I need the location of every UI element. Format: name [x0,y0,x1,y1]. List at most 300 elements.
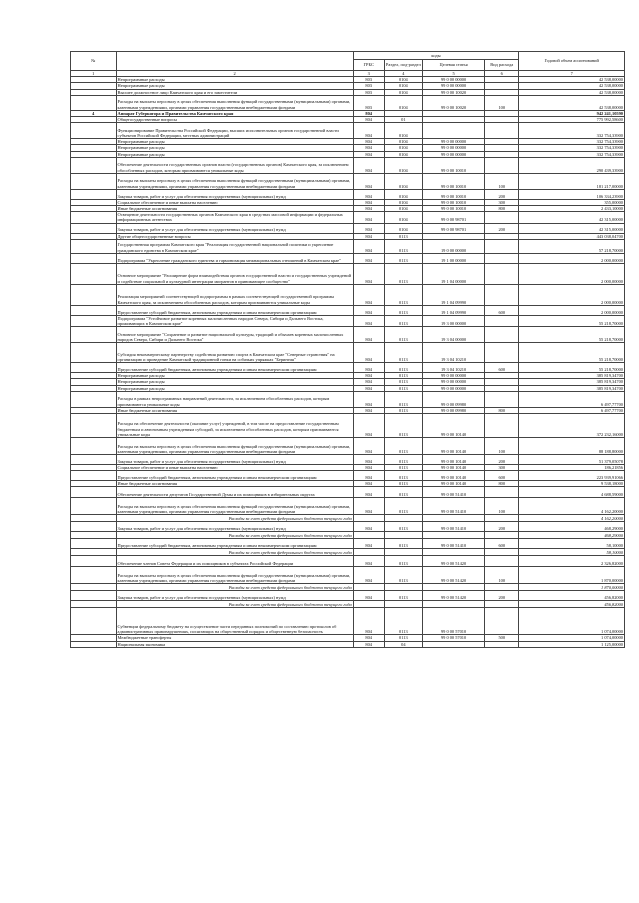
table-row [71,414,625,438]
row-target-article: 99 0 00 98701 [423,223,485,233]
table-row [71,487,625,498]
header-vr: Вид расхода [485,60,519,71]
row-target-article: 99 0 00 00000 [423,139,485,145]
row-razdel: 0104 [384,83,422,89]
row-name: Предоставление субсидий бюджетным, автономным учреждениям и иным некоммерческим организациям [116,539,353,549]
row-amount: 1 125,00000 [519,641,625,647]
row-expense-type: 600 [485,363,519,373]
row-grbs: 804 [353,284,384,305]
row-expense-type: 600 [485,471,519,481]
row-target-article: 19 3 04 00000 [423,327,485,343]
row-name: Аппарат Губернатора и Правительства Камчатского края [116,110,353,116]
row-name: Расходы на выплаты персоналу в целях обеспечения выполнения функций государственными (муниципальными) органами, казенными учреждениями, органами управления государственными внебюджетными фондами [116,498,353,515]
row-name: Закупка товаров, работ и услуг для обеспечения государственных (муниципальных) нужд [116,522,353,532]
row-razdel: 0113 [384,498,422,515]
table-row [71,591,625,601]
row-expense-type [485,584,519,591]
row-name: Освещение деятельности государственных органов Камчатского края в средствах массовой информации и федеральных информационных агентствах [116,212,353,223]
row-grbs: 804 [353,487,384,498]
row-target-article: 99 0 00 10010 [423,189,485,199]
table-row [71,608,625,635]
row-number [71,471,117,481]
row-target-article: 99 0 00 10140 [423,438,485,455]
row-razdel: 04 [384,641,422,647]
row-name: Расходы за счет средств федерального бюджета текущего года [116,532,353,539]
row-razdel: 0104 [384,145,422,151]
row-number [71,212,117,223]
row-amount: 42 538,00000 [519,83,625,89]
row-grbs: 804 [353,471,384,481]
row-razdel: 0113 [384,414,422,438]
table-row [71,539,625,549]
row-name: Непрограммные расходы [116,379,353,385]
row-amount: 186,21856 [519,465,625,471]
row-amount: 2 000,00000 [519,305,625,315]
header-num: № [71,52,117,71]
row-number [71,253,117,263]
row-expense-type [485,123,519,139]
row-amount: 106 334,23900 [519,189,625,199]
row-expense-type [485,414,519,438]
table-row [71,239,625,253]
table-row [71,305,625,315]
row-number [71,601,117,608]
row-amount: 385 819,34700 [519,379,625,385]
row-razdel: 0104 [384,95,422,110]
row-name: Функционирование Правительства Российской Федерации, высших исполнительных органов государственной власти субъектов Российской Федерации, местных администраций [116,123,353,139]
row-razdel: 0113 [384,305,422,315]
row-target-article: 99 0 00 00000 [423,151,485,157]
row-target-article: 99 0 00 51420 [423,556,485,567]
row-razdel: 0113 [384,233,422,239]
row-name: Национальная экономика [116,641,353,647]
row-grbs: 804 [353,305,384,315]
row-number [71,498,117,515]
row-razdel: 0113 [384,263,422,284]
row-name: Расходы на обеспечение деятельности (оказание услуг) учреждений, в том числе на предоставление государственным бюджетным и автономным учреждениям субсидий, за исключением обособленных расходов, которым присваиваются уникальные коды [116,414,353,438]
row-razdel: 0113 [384,239,422,253]
row-amount: 332 754,33900 [519,151,625,157]
table-row [71,253,625,263]
row-grbs: 804 [353,522,384,532]
row-expense-type: 200 [485,223,519,233]
row-razdel [384,549,422,556]
row-expense-type [485,601,519,608]
table-row [71,515,625,522]
row-expense-type [485,641,519,647]
row-razdel: 0104 [384,189,422,199]
row-name: Реализация мероприятий соответствующей подпрограммы в рамках соответствующей государственной программы Камчатского края, за исключением обособленных расходов, которым присваиваются уникальные коды [116,284,353,305]
row-target-article: 99 0 00 10140 [423,455,485,465]
header-name [116,52,353,71]
table-row [71,223,625,233]
row-number [71,515,117,522]
row-amount: 332 754,33900 [519,139,625,145]
row-name: Расходы за счет средств федерального бюджета текущего года [116,601,353,608]
budget-document [70,51,625,648]
row-grbs: 804 [353,206,384,212]
row-number [71,284,117,305]
row-grbs: 804 [353,151,384,157]
row-number [71,315,117,326]
row-name: Основное мероприятие "Расширение форм взаимодействия органов государственной власти и государственных учреждений и содействие социальной и культурной интеграции мигрантов в принимающее сообщество" [116,263,353,284]
row-target-article [423,532,485,539]
row-target-article: 99 0 00 51410 [423,487,485,498]
header-codes: коды [353,52,519,60]
row-amount: 2 000,00000 [519,253,625,263]
row-grbs: 804 [353,173,384,189]
row-number [71,438,117,455]
row-number [71,539,117,549]
row-grbs: 804 [353,391,384,407]
row-grbs: 804 [353,117,384,123]
row-name: Непрограммные расходы [116,139,353,145]
row-grbs: 804 [353,145,384,151]
row-name: Расходы на выплаты персоналу в целях обеспечения выполнения функций государственными (муниципальными) органами, казенными учреждениями, органами управления государственными внебюджетными фондами [116,567,353,584]
row-grbs: 804 [353,379,384,385]
row-grbs: 804 [353,567,384,584]
row-razdel: 0113 [384,363,422,373]
row-target-article [423,549,485,556]
row-expense-type: 800 [485,481,519,487]
row-expense-type: 600 [485,539,519,549]
row-expense-type: 300 [485,465,519,471]
row-target-article: 19 1 00 00000 [423,253,485,263]
row-razdel [384,515,422,522]
row-amount: 57 218,70000 [519,239,625,253]
row-target-article [423,584,485,591]
row-grbs: 804 [353,110,384,116]
row-grbs: 804 [353,189,384,199]
row-amount: 2 000,00000 [519,284,625,305]
row-amount: 372 232,16000 [519,414,625,438]
row-number [71,123,117,139]
row-grbs: 804 [353,407,384,413]
row-grbs: 804 [353,239,384,253]
table-row [71,391,625,407]
row-name: Иные бюджетные ассигнования [116,206,353,212]
row-number [71,157,117,173]
row-name: Расходы за счет средств федерального бюджета текущего года [116,549,353,556]
row-name: Иные бюджетные ассигнования [116,407,353,413]
row-expense-type [485,253,519,263]
row-grbs: 804 [353,315,384,326]
table-row [71,455,625,465]
row-number [71,343,117,363]
row-amount: 355,00000 [519,199,625,205]
row-razdel: 0104 [384,123,422,139]
colnum: 4 [384,71,422,77]
row-target-article: 99 0 00 09980 [423,391,485,407]
table-row [71,284,625,305]
row-grbs: 804 [353,635,384,641]
row-name: Субсидия некоммерческому партнерству содействия развитию спорта в Камчатском крае "Северные странствия" на организацию и проведение Камчатской традиционной гонки на собачьих упряжках "Берингия" [116,343,353,363]
row-target-article: 99 0 00 00000 [423,77,485,83]
row-amount: 4 688,59000 [519,487,625,498]
row-number [71,591,117,601]
row-grbs: 804 [353,223,384,233]
row-grbs: 804 [353,455,384,465]
row-name: Непрограммные расходы [116,145,353,151]
row-razdel: 0104 [384,151,422,157]
row-number [71,223,117,233]
row-expense-type: 100 [485,498,519,515]
colnum: 3 [353,71,384,77]
row-razdel: 0113 [384,591,422,601]
row-number [71,305,117,315]
row-number [71,455,117,465]
row-number [71,567,117,584]
row-name: Межбюджетные трансферты [116,635,353,641]
row-amount: 2 326,82000 [519,556,625,567]
row-amount: 223 939,91066 [519,471,625,481]
row-expense-type: 100 [485,173,519,189]
row-name: Предоставление субсидий бюджетным, автономным учреждениям и иным некоммерческим организациям [116,363,353,373]
row-razdel: 0104 [384,199,422,205]
row-grbs: 804 [353,157,384,173]
row-razdel: 0113 [384,539,422,549]
row-grbs: 804 [353,263,384,284]
row-grbs: 804 [353,591,384,601]
row-amount: 88 188,80000 [519,438,625,455]
row-target-article: 99 0 00 00000 [423,379,485,385]
row-grbs: 803 [353,95,384,110]
row-grbs: 804 [353,233,384,239]
row-name: Непрограммные расходы [116,83,353,89]
row-amount: 775 992,58600 [519,117,625,123]
row-name: Закупка товаров, работ и услуг для обеспечения государственных (муниципальных) нужд [116,455,353,465]
row-target-article: 99 0 00 10140 [423,481,485,487]
row-amount: 55 218,70000 [519,315,625,326]
row-expense-type: 100 [485,95,519,110]
row-number [71,549,117,556]
row-number [71,608,117,635]
row-amount: 2 433,10000 [519,206,625,212]
header-sum: Годовой объем ассигнований [519,52,625,71]
table-row [71,189,625,199]
row-expense-type [485,157,519,173]
table-row [71,173,625,189]
row-razdel: 0104 [384,173,422,189]
row-grbs [353,549,384,556]
row-razdel: 0104 [384,77,422,83]
table-row [71,641,625,647]
row-amount: 456,82000 [519,601,625,608]
row-razdel: 0113 [384,556,422,567]
row-razdel: 0113 [384,327,422,343]
row-target-article: 19 3 04 10210 [423,343,485,363]
row-razdel [384,601,422,608]
row-number [71,189,117,199]
row-number [71,391,117,407]
row-razdel: 0113 [384,407,422,413]
row-expense-type: 200 [485,455,519,465]
row-grbs: 803 [353,89,384,95]
row-razdel: 0113 [384,481,422,487]
row-grbs: 804 [353,539,384,549]
table-row [71,315,625,326]
row-razdel: 0113 [384,284,422,305]
colnum: 7 [519,71,625,77]
row-amount: 1 074,00000 [519,635,625,641]
row-target-article: 99 0 00 10020 [423,95,485,110]
row-target-article: 99 0 00 57010 [423,608,485,635]
row-razdel: 0113 [384,385,422,391]
row-grbs: 803 [353,77,384,83]
row-name: Обеспечение членов Совета Федерации и их помощников в субъектах Российской Федерации [116,556,353,567]
table-row [71,123,625,139]
row-razdel: 0113 [384,487,422,498]
colnum: 1 [71,71,117,77]
row-amount: 58,10000 [519,549,625,556]
row-target-article: 19 1 04 00000 [423,263,485,284]
row-target-article: 99 0 00 09980 [423,407,485,413]
row-target-article: 99 0 00 00000 [423,145,485,151]
row-amount: 942 241,10590 [519,110,625,116]
table-row [71,95,625,110]
row-amount: 42 315,00000 [519,212,625,223]
row-amount: 55 218,70000 [519,327,625,343]
row-grbs [353,601,384,608]
row-grbs: 804 [353,139,384,145]
row-target-article: 99 0 00 10140 [423,465,485,471]
row-razdel: 0113 [384,608,422,635]
row-number [71,173,117,189]
row-name: Расходы на выплаты персоналу в целях обеспечения выполнения функций государственными (муниципальными) органами, казенными учреждениями, органами управления государственными внебюджетными фондами [116,173,353,189]
row-name: Государственная программа Камчатского края "Реализация государственной национальной политики и укрепление гражданского единства в Камчатском крае" [116,239,353,253]
row-expense-type: 300 [485,199,519,205]
row-razdel [384,584,422,591]
row-amount: 332 754,33900 [519,123,625,139]
row-expense-type [485,343,519,363]
table-row [71,498,625,515]
row-expense-type [485,391,519,407]
row-number [71,414,117,438]
row-amount: 55 218,70000 [519,363,625,373]
row-expense-type [485,608,519,635]
row-name: Непрограммные расходы [116,373,353,379]
row-name: Закупка товаров, работ и услуг для обеспечения государственных (муниципальных) нужд [116,189,353,199]
row-amount: 332 754,33900 [519,145,625,151]
row-name: Предоставление субсидий бюджетным, автономным учреждениям и иным некоммерческим организациям [116,305,353,315]
row-name: Обеспечение деятельности депутатов Государственной Думы и их помощников в избирательных округах [116,487,353,498]
row-name: Непрограммные расходы [116,385,353,391]
row-target-article: 19 3 04 10210 [423,363,485,373]
row-amount: 42 315,00000 [519,223,625,233]
row-amount: 58,10000 [519,539,625,549]
row-razdel: 0104 [384,89,422,95]
row-target-article: 99 0 00 51410 [423,539,485,549]
row-name: Подпрограмма "Укрепление гражданского единства и гармонизация межнациональных отношений в Камчатском крае" [116,253,353,263]
table-row [71,532,625,539]
row-name: Расходы в рамках непрограммных направлений деятельности, за исключением обособленных расходов, которым присваиваются уникальные коды [116,391,353,407]
row-amount: 456,82000 [519,591,625,601]
row-name: Общегосударственные вопросы [116,117,353,123]
row-target-article: 99 0 00 10140 [423,471,485,481]
row-target-article [423,641,485,647]
row-expense-type: 800 [485,206,519,212]
colnum: 6 [485,71,519,77]
table-row [71,438,625,455]
row-target-article [423,601,485,608]
row-razdel: 0113 [384,343,422,363]
row-number: 4 [71,110,117,116]
row-name: Расходы за счет средств федерального бюджета текущего года [116,515,353,522]
row-target-article: 19 0 00 00000 [423,239,485,253]
row-name: Иные бюджетные ассигнования [116,481,353,487]
table-row [71,343,625,363]
row-grbs: 804 [353,465,384,471]
row-grbs: 804 [353,481,384,487]
row-grbs: 804 [353,212,384,223]
row-amount: 6 497,77700 [519,391,625,407]
row-name: Социальное обеспечение и иные выплаты населению [116,465,353,471]
row-target-article: 19 1 04 09990 [423,305,485,315]
row-name: Подпрограмма "Устойчивое развитие коренных малочисленных народов Севера, Сибири и Дальнего Востока, проживающих в Камчатском крае" [116,315,353,326]
row-name: Закупка товаров, работ и услуг для обеспечения государственных (муниципальных) нужд [116,591,353,601]
row-grbs: 804 [353,641,384,647]
row-razdel: 0113 [384,373,422,379]
row-target-article: 19 1 04 09990 [423,284,485,305]
row-amount: 4 162,20000 [519,515,625,522]
row-razdel: 0104 [384,139,422,145]
row-name: Предоставление субсидий бюджетным, автономным учреждениям и иным некоммерческим организациям [116,471,353,481]
row-name: Другие общегосударственные вопросы [116,233,353,239]
row-target-article: 99 0 00 10020 [423,89,485,95]
row-expense-type: 100 [485,567,519,584]
row-target-article: 99 0 00 10010 [423,173,485,189]
row-name: Высшее должностное лицо Камчатского края и его заместители [116,89,353,95]
row-expense-type: 600 [485,305,519,315]
header-cs: Целевая статья [423,60,485,71]
table-row [71,601,625,608]
row-grbs: 804 [353,123,384,139]
row-razdel: 0113 [384,315,422,326]
row-razdel: 0113 [384,465,422,471]
table-row [71,327,625,343]
row-target-article: 99 0 00 51420 [423,567,485,584]
row-expense-type [485,532,519,539]
row-target-article: 99 0 00 51410 [423,522,485,532]
row-target-article: 99 0 00 00000 [423,385,485,391]
row-target-article: 99 0 00 51420 [423,591,485,601]
row-grbs: 804 [353,343,384,363]
row-razdel: 0104 [384,157,422,173]
row-expense-type [485,284,519,305]
row-number [71,363,117,373]
row-amount: 290 439,33900 [519,157,625,173]
row-target-article [423,515,485,522]
row-expense-type: 200 [485,522,519,532]
table-row [71,567,625,584]
row-grbs: 804 [353,438,384,455]
row-amount: 385 819,34700 [519,385,625,391]
row-expense-type: 500 [485,635,519,641]
row-expense-type [485,487,519,498]
row-name: Расходы на выплаты персоналу в целях обеспечения выполнения функций государственными (муниципальными) органами, казенными учреждениями, органами управления государственными внебюджетными фондами [116,95,353,110]
row-number [71,641,117,647]
colnum: 2 [116,71,353,77]
row-grbs: 804 [353,498,384,515]
row-target-article [423,123,485,139]
row-name: Непрограммные расходы [116,151,353,157]
row-expense-type: 200 [485,591,519,601]
row-amount: 385 819,34700 [519,373,625,379]
row-target-article: 99 0 00 10010 [423,199,485,205]
row-grbs: 804 [353,373,384,379]
row-grbs: 804 [353,414,384,438]
row-amount: 4 162,20000 [519,498,625,515]
